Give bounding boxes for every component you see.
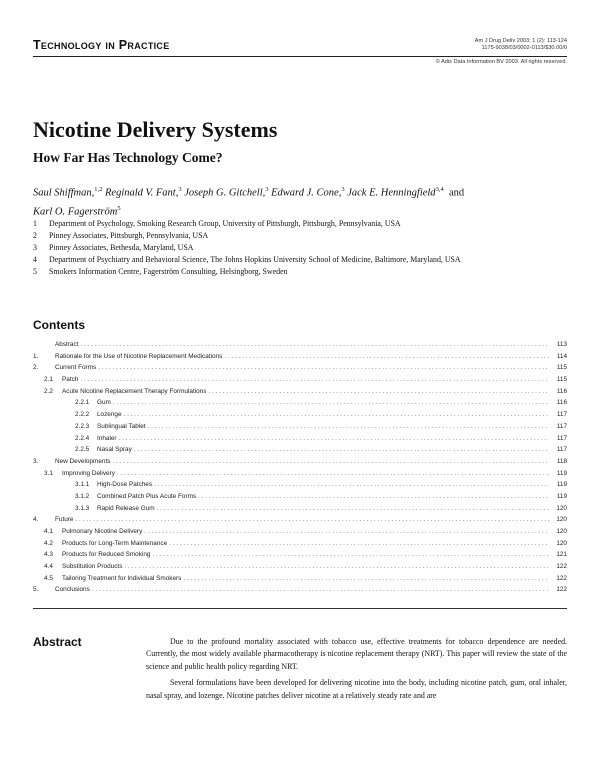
- toc-entry[interactable]: [33, 505, 567, 517]
- abstract-paragraph: Several formulations have been developed for delivering nicotine into the body, including nicotine patch, gum, oral inhaler, nasal spray, and lozenge. Nicotine patches deliver nicotine at a relatively steady rate and are: [146, 678, 567, 700]
- toc-dot-leader: [198, 493, 549, 500]
- author-conjunction: and: [448, 187, 465, 199]
- toc-entry[interactable]: [33, 364, 567, 376]
- toc-entry[interactable]: [33, 563, 567, 575]
- toc-entry-label: High-Dose Patches: [97, 481, 153, 489]
- author-affiliation-marker: 3,4: [435, 186, 444, 193]
- affiliation-text: Department of Psychiatry and Behavioral Science, The Johns Hopkins University School of Medicine, Baltimore, Maryland, USA: [49, 255, 461, 264]
- toc-entry-label: Products for Reduced Smoking: [62, 551, 151, 559]
- journal-line-1: Am J Drug Deliv 2003; 1 (2): 113-124: [474, 38, 567, 44]
- author-affiliation-marker: 1,2: [94, 186, 103, 193]
- toc-entry-number: 4.4: [44, 563, 53, 571]
- toc-entry[interactable]: [33, 493, 567, 505]
- toc-entry-label: Nasal Spray: [97, 446, 132, 454]
- affiliation-number: 3: [33, 243, 37, 252]
- toc-entry-page: 117: [556, 411, 567, 419]
- toc-entry[interactable]: [33, 341, 567, 353]
- toc-entry-number: 2.2.2: [75, 411, 90, 419]
- toc-dot-leader: [98, 364, 549, 371]
- toc-entry-number: 1.: [33, 352, 39, 360]
- toc-entry-page: 113: [556, 341, 567, 348]
- toc-entry[interactable]: [33, 423, 567, 435]
- section-divider: [33, 608, 567, 609]
- abstract-paragraph: Due to the profound mortality associated with tobacco use, effective treatments for tobacco dependence are needed. Currently, the most widely available pharmacotherapy is nicotine replacement therapy (NRT). This paper will review the state of the science and public health policy regarding NRT.: [146, 637, 567, 671]
- journal-citation: [475, 38, 567, 53]
- author-list: [33, 182, 567, 220]
- toc-entry-number: 5.: [33, 586, 39, 594]
- author-name: Jack E. Henningfield: [347, 187, 436, 199]
- toc-entry-page: 116: [556, 399, 567, 407]
- toc-entry-number: 2.2.1: [75, 399, 90, 407]
- toc-entry-label: Products for Long-Term Maintenance: [62, 539, 168, 547]
- toc-entry[interactable]: [33, 528, 567, 540]
- affiliation-item: [33, 230, 553, 242]
- toc-entry-label: Abstract: [55, 341, 79, 348]
- author-name: Joseph G. Gitchell,: [184, 187, 266, 199]
- toc-entry-label: New Developments: [55, 457, 111, 465]
- affiliation-number: 4: [33, 255, 37, 264]
- toc-dot-leader: [124, 411, 549, 418]
- toc-entry[interactable]: [33, 516, 567, 528]
- affiliation-item: [33, 254, 553, 266]
- toc-entry-label: Lozenge: [97, 411, 122, 419]
- author-name: Edward J. Cone,: [271, 187, 342, 199]
- toc-entry-page: 120: [556, 516, 567, 524]
- table-of-contents: [33, 341, 567, 598]
- author-affiliation-marker: 3: [265, 186, 269, 193]
- toc-dot-leader: [154, 481, 549, 488]
- toc-entry-label: Sublingual Tablet: [97, 422, 146, 430]
- toc-dot-leader: [134, 446, 549, 453]
- toc-entry[interactable]: [33, 470, 567, 482]
- toc-dot-leader: [80, 341, 549, 348]
- toc-entry-number: 4.: [33, 516, 39, 524]
- toc-entry-page: 121: [556, 551, 567, 559]
- copyright-notice: © Adis Data Information BV 2003. All rights reserved.: [435, 59, 567, 65]
- toc-dot-leader: [224, 353, 549, 360]
- toc-entry-page: 122: [556, 586, 567, 594]
- toc-entry[interactable]: [33, 551, 567, 563]
- affiliation-text: Department of Psychology, Smoking Research Group, University of Pittsburgh, Pittsburgh, Pennsylvania, USA: [49, 219, 401, 228]
- toc-dot-leader: [208, 388, 549, 395]
- toc-entry[interactable]: [33, 458, 567, 470]
- toc-entry[interactable]: [33, 481, 567, 493]
- toc-entry-number: 2.2.3: [75, 422, 90, 430]
- header-rule: [33, 56, 567, 57]
- section-label: Technology in Practice: [33, 38, 170, 52]
- toc-entry-page: 122: [556, 563, 567, 571]
- toc-dot-leader: [117, 470, 549, 477]
- toc-entry[interactable]: [33, 575, 567, 587]
- toc-dot-leader: [169, 540, 549, 547]
- toc-entry-number: 2.1: [44, 376, 53, 384]
- affiliation-text: Pinney Associates, Pittsburgh, Pennsylvania, USA: [49, 231, 209, 240]
- affiliation-item: [33, 242, 553, 254]
- toc-entry-page: 119: [556, 492, 567, 500]
- affiliation-text: Smokers Information Centre, Fagerström Consulting, Helsingborg, Sweden: [49, 267, 288, 276]
- toc-entry[interactable]: [33, 435, 567, 447]
- abstract-heading: Abstract: [33, 635, 82, 649]
- toc-entry-label: Substitution Products: [62, 563, 123, 571]
- author-affiliation-marker: 5: [117, 205, 121, 212]
- toc-entry-page: 119: [556, 481, 567, 489]
- toc-dot-leader: [152, 551, 549, 558]
- affiliation-list: [33, 218, 553, 278]
- toc-dot-leader: [119, 435, 549, 442]
- toc-entry-number: 2.2.5: [75, 446, 90, 454]
- toc-entry-label: Future: [55, 516, 74, 524]
- toc-dot-leader: [144, 528, 549, 535]
- toc-entry-number: 3.1.1: [75, 481, 90, 489]
- toc-dot-leader: [148, 423, 549, 430]
- toc-dot-leader: [112, 458, 549, 465]
- toc-entry-number: 4.2: [44, 539, 53, 547]
- toc-dot-leader: [80, 376, 549, 383]
- toc-entry-page: 118: [556, 457, 567, 465]
- toc-entry-page: 120: [556, 504, 567, 512]
- toc-entry-number: 4.1: [44, 528, 53, 535]
- toc-entry[interactable]: [33, 376, 567, 388]
- affiliation-number: 2: [33, 231, 37, 240]
- toc-entry-label: Rationale for the Use of Nicotine Replacement Medications: [55, 352, 223, 360]
- toc-entry-label: Patch: [62, 376, 79, 384]
- toc-dot-leader: [157, 505, 549, 512]
- abstract-body: [146, 636, 567, 706]
- toc-entry[interactable]: [33, 399, 567, 411]
- toc-entry-page: 122: [556, 574, 567, 582]
- toc-entry-page: 120: [556, 539, 567, 547]
- contents-heading: Contents: [33, 318, 85, 332]
- affiliation-number: 5: [33, 267, 37, 276]
- author-affiliation-marker: 3: [341, 186, 345, 193]
- toc-entry[interactable]: [33, 540, 567, 552]
- toc-entry-page: 117: [556, 446, 567, 454]
- toc-dot-leader: [183, 575, 549, 582]
- affiliation-number: 1: [33, 219, 37, 228]
- toc-entry[interactable]: [33, 586, 567, 598]
- toc-entry-page: 117: [556, 434, 567, 442]
- toc-entry[interactable]: [33, 388, 567, 400]
- toc-entry-label: Acute Nicotine Replacement Therapy Formulations: [62, 387, 207, 395]
- toc-entry-number: 2.2.4: [75, 434, 90, 442]
- toc-entry-number: 3.1: [44, 469, 53, 477]
- affiliation-item: [33, 218, 553, 230]
- toc-entry-page: 120: [556, 528, 567, 535]
- author-name: Saul Shiffman,: [33, 187, 95, 199]
- toc-entry-label: Conclusions: [55, 586, 90, 594]
- toc-entry-number: 2.2: [44, 387, 53, 395]
- toc-entry-page: 119: [556, 469, 567, 477]
- toc-entry-label: Improving Delivery: [62, 469, 115, 477]
- affiliation-item: [33, 266, 553, 278]
- toc-entry-label: Combined Patch Plus Acute Forms: [97, 492, 197, 500]
- toc-entry-label: Current Forms: [55, 364, 97, 372]
- toc-entry-label: Rapid Release Gum: [97, 504, 155, 512]
- toc-entry-page: 116: [556, 387, 567, 395]
- toc-dot-leader: [92, 586, 549, 593]
- toc-entry-number: 4.5: [44, 574, 53, 582]
- author-affiliation-marker: 3: [178, 186, 182, 193]
- author-name: Karl O. Fagerström: [33, 206, 118, 218]
- toc-entry-page: 115: [556, 376, 567, 384]
- article-title: Nicotine Delivery Systems: [33, 117, 278, 142]
- affiliation-text: Pinney Associates, Bethesda, Maryland, USA: [49, 243, 194, 252]
- toc-entry-page: 115: [556, 364, 567, 372]
- toc-entry-number: 4.3: [44, 551, 53, 559]
- toc-entry[interactable]: [33, 446, 567, 458]
- toc-entry-label: Gum: [97, 399, 111, 407]
- toc-entry-page: 114: [556, 352, 567, 360]
- toc-entry-number: 2.: [33, 364, 39, 372]
- toc-entry-number: 3.1.3: [75, 504, 90, 512]
- toc-entry-number: 3.1.2: [75, 492, 90, 500]
- journal-line-2: 1175-9038/03/0002-0113/$30.00/0: [481, 45, 567, 52]
- toc-entry[interactable]: [33, 411, 567, 423]
- toc-dot-leader: [75, 516, 549, 523]
- toc-dot-leader: [113, 399, 549, 406]
- toc-entry-page: 117: [556, 422, 567, 430]
- toc-entry[interactable]: [33, 353, 567, 365]
- toc-entry-label: Tailoring Treatment for Individual Smokers: [62, 574, 182, 582]
- toc-dot-leader: [124, 563, 549, 570]
- toc-entry-label: Pulmonary Nicotine Delivery: [62, 528, 143, 535]
- toc-entry-number: 3.: [33, 457, 39, 465]
- author-name: Reginald V. Fant,: [105, 187, 179, 199]
- article-subtitle: How Far Has Technology Come?: [33, 150, 223, 165]
- toc-entry-label: Inhaler: [97, 434, 117, 442]
